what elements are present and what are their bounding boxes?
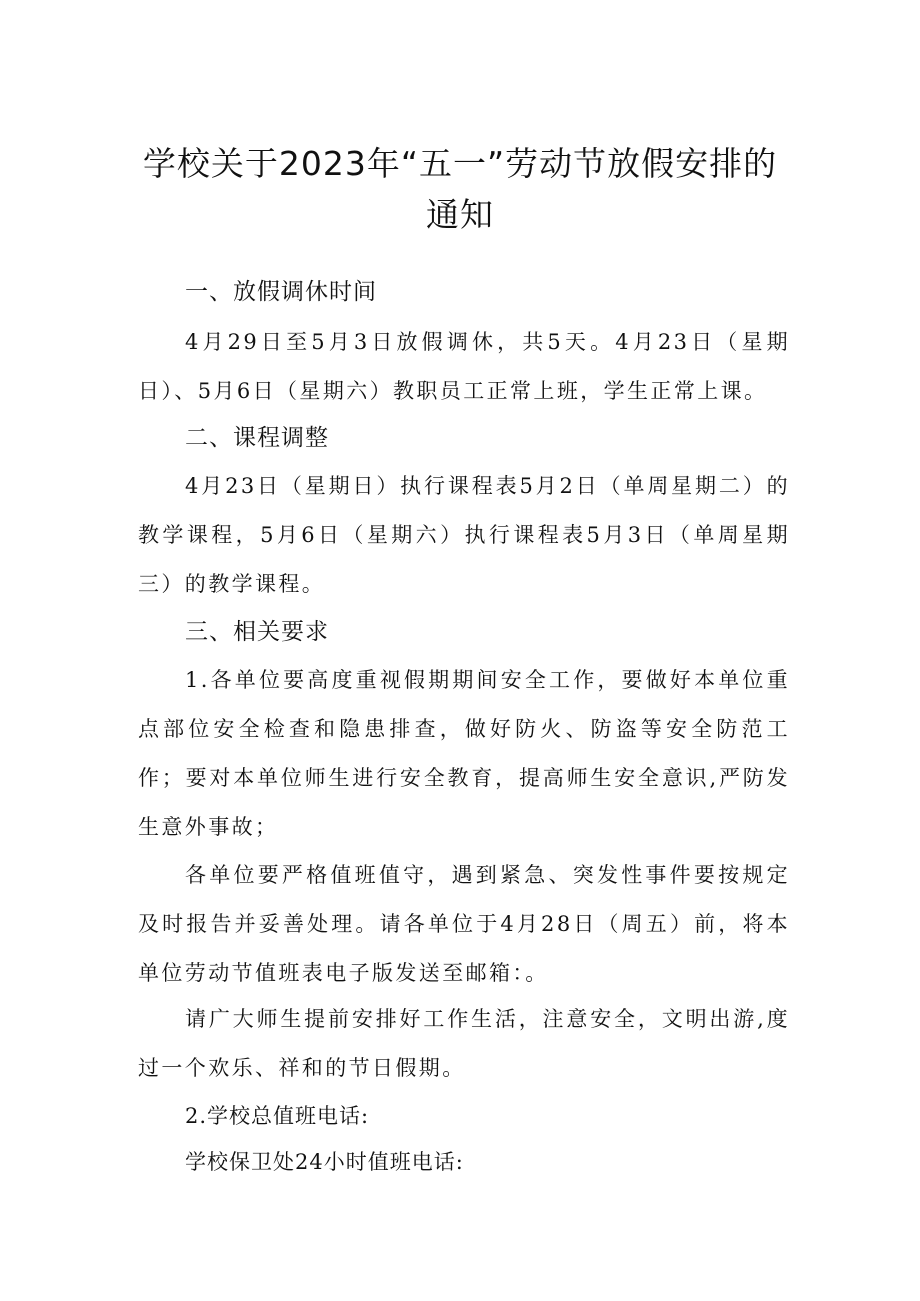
section-heading: 一、放假调休时间 [185, 279, 377, 305]
phone-line: 2.学校总值班电话: [185, 1104, 370, 1128]
section-heading: 三、相关要求 [185, 619, 329, 645]
paragraph: 4月23日（星期日）执行课程表5月2日（单周星期二）的教学课程，5月6日（星期六）执行课程表5月3日（单周星期三）的教学课程。 [138, 474, 790, 596]
document-title [130, 140, 790, 239]
section-heading: 二、课程调整 [185, 425, 329, 451]
paragraph: 请广大师生提前安排好工作生活，注意安全，文明出游,度过一个欢乐、祥和的节日假期。 [138, 1007, 790, 1080]
title-line-1: 学校关于2023年“五一”劳动节放假安排的 [142, 144, 778, 183]
phone-line: 学校保卫处24小时值班电话: [185, 1150, 464, 1174]
paragraph: 1.各单位要高度重视假期期间安全工作，要做好本单位重点部位安全检查和隐患排查，做好防火、防盗等安全防范工作；要对本单位师生进行安全教育，提高师生安全意识,严防发生意外事故； [138, 668, 790, 839]
paragraph: 4月29日至5月3日放假调休，共5天。4月23日（星期日）、5月6日（星期六）教职员工正常上班，学生正常上课。 [138, 330, 790, 403]
title-line-2: 通知 [426, 195, 494, 234]
paragraph: 各单位要严格值班值守，遇到紧急、突发性事件要按规定及时报告并妥善处理。请各单位于4月28日（周五）前，将本单位劳动节值班表电子版发送至邮箱：。 [138, 863, 790, 985]
